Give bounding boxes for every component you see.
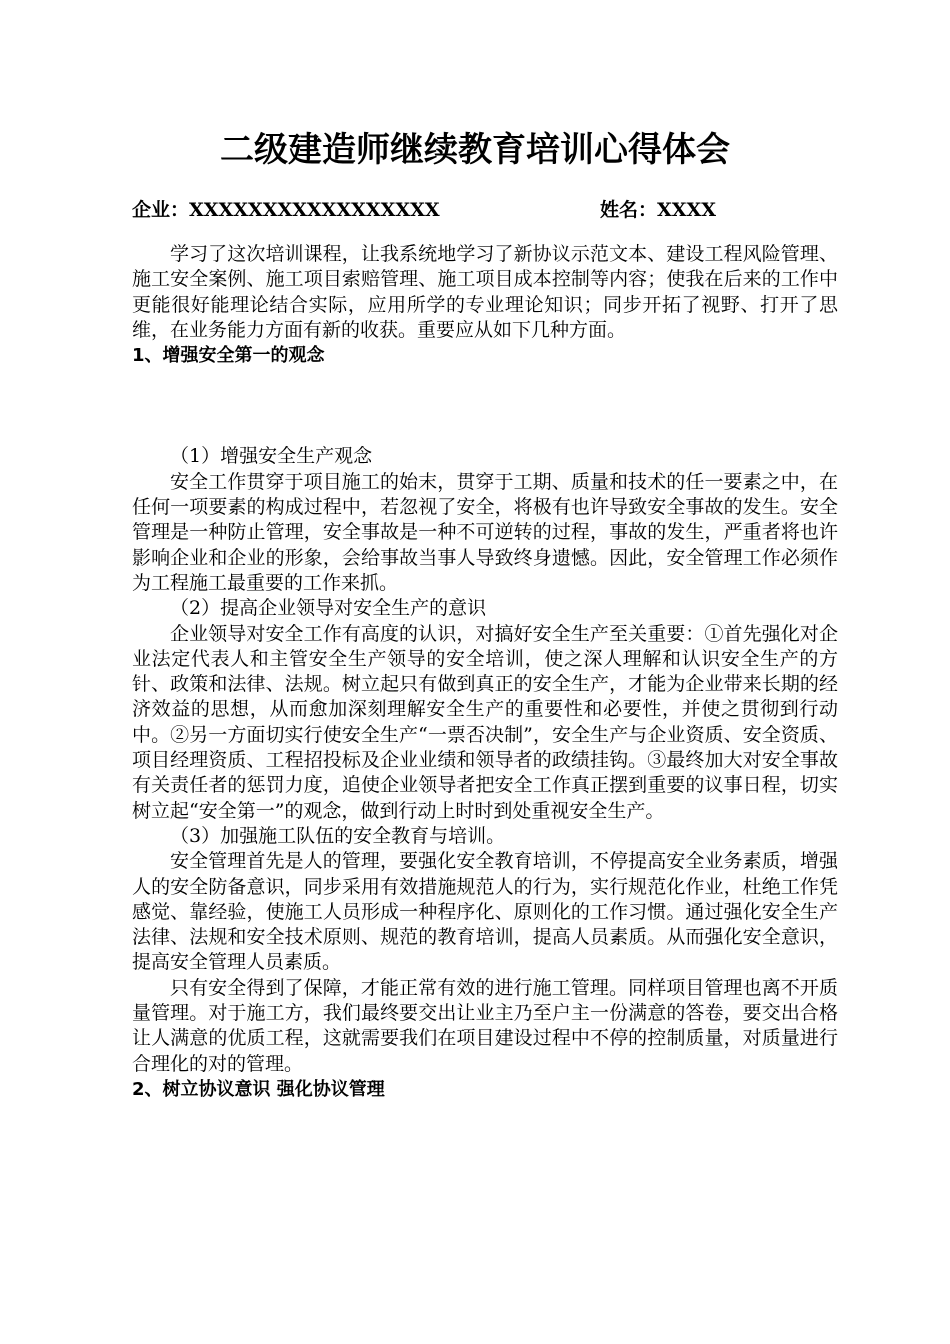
paragraph-1: 安全工作贯穿于项目施工的始末，贯穿于工期、质量和技术的任一要素之中，在任何一项要素的构成过程中，若忽视了安全，将极有也许导致安全事故的发生。安全管理是一种防止管理，安全事故是一种不可逆转的过程，事故的发生，严重者将也许影响企业和企业的形象，会给事故当事人导致终身遗憾。因此，安全管理工作必须作为工程施工最重要的工作来抓。 bbox=[132, 470, 838, 594]
paragraph-3: 安全管理首先是人的管理，要强化安全教育培训，不停提高安全业务素质，增强人的安全防备意识，同步采用有效措施规范人的行为，实行规范化作业，杜绝工作凭感觉、靠经验，使施工人员形成一种程序化、原则化的工作习惯。通过强化安全生产法律、法规和安全技术原则、规范的教育培训，提高人员素质。从而强化安全意识，提高安全管理人员素质。 bbox=[132, 850, 838, 974]
subheading-2: （2）提高企业领导对安全生产的意识 bbox=[170, 597, 487, 620]
section-heading-2: 2、树立协议意识 强化协议管理 bbox=[132, 1078, 385, 1100]
section-heading-1: 1、增强安全第一的观念 bbox=[132, 345, 325, 367]
blank-space bbox=[132, 368, 838, 444]
company-field: 企业：XXXXXXXXXXXXXXXXX bbox=[132, 199, 440, 221]
document-title: 二级建造师继续教育培训心得体会 bbox=[220, 130, 730, 170]
intro-paragraph: 学习了这次培训课程，让我系统地学习了新协议示范文本、建设工程风险管理、施工安全案例、施工项目索赔管理、施工项目成本控制等内容；使我在后来的工作中更能很好能理论结合实际，应用所学的专业理论知识；同步开拓了视野、打开了思维，在业务能力方面有新的收获。重要应从如下几种方面。 bbox=[132, 243, 838, 341]
subheading-1: （1）增强安全生产观念 bbox=[170, 445, 373, 468]
name-field: 姓名：XXXX bbox=[600, 199, 716, 221]
document-body bbox=[132, 242, 838, 1102]
subheading-3: （3）加强施工队伍的安全教育与培训。 bbox=[170, 824, 506, 847]
closing-paragraph: 只有安全得到了保障，才能正常有效的进行施工管理。同样项目管理也离不开质量管理。对于施工方，我们最终要交出让业主乃至户主一份满意的答卷，要交出合格让人满意的优质工程，这就需要我们在项目建设过程中不停的控制质量，对质量进行合理化的对的管理。 bbox=[132, 976, 838, 1075]
paragraph-2: 企业领导对安全工作有高度的认识，对搞好安全生产至关重要：①首先强化对企业法定代表人和主管安全生产领导的安全培训，使之深人理解和认识安全生产的方针、政策和法律、法规。树立起只有做到真正的安全生产，才能为企业带来长期的经济效益的思想，从而愈加深刻理解安全生产的重要性和必要性，并使之贯彻到行动中。②另一方面切实行使安全生产“一票否决制”，安全生产与企业资质、安全资质、项目经理资质、工程招投标及企业业绩和领导者的政绩挂钩。③最终加大对安全事故有关责任者的惩罚力度，追使企业领导者把安全工作真正摆到重要的议事日程，切实树立起“安全第一”的观念，做到行动上时时到处重视安全生产。 bbox=[132, 622, 838, 822]
